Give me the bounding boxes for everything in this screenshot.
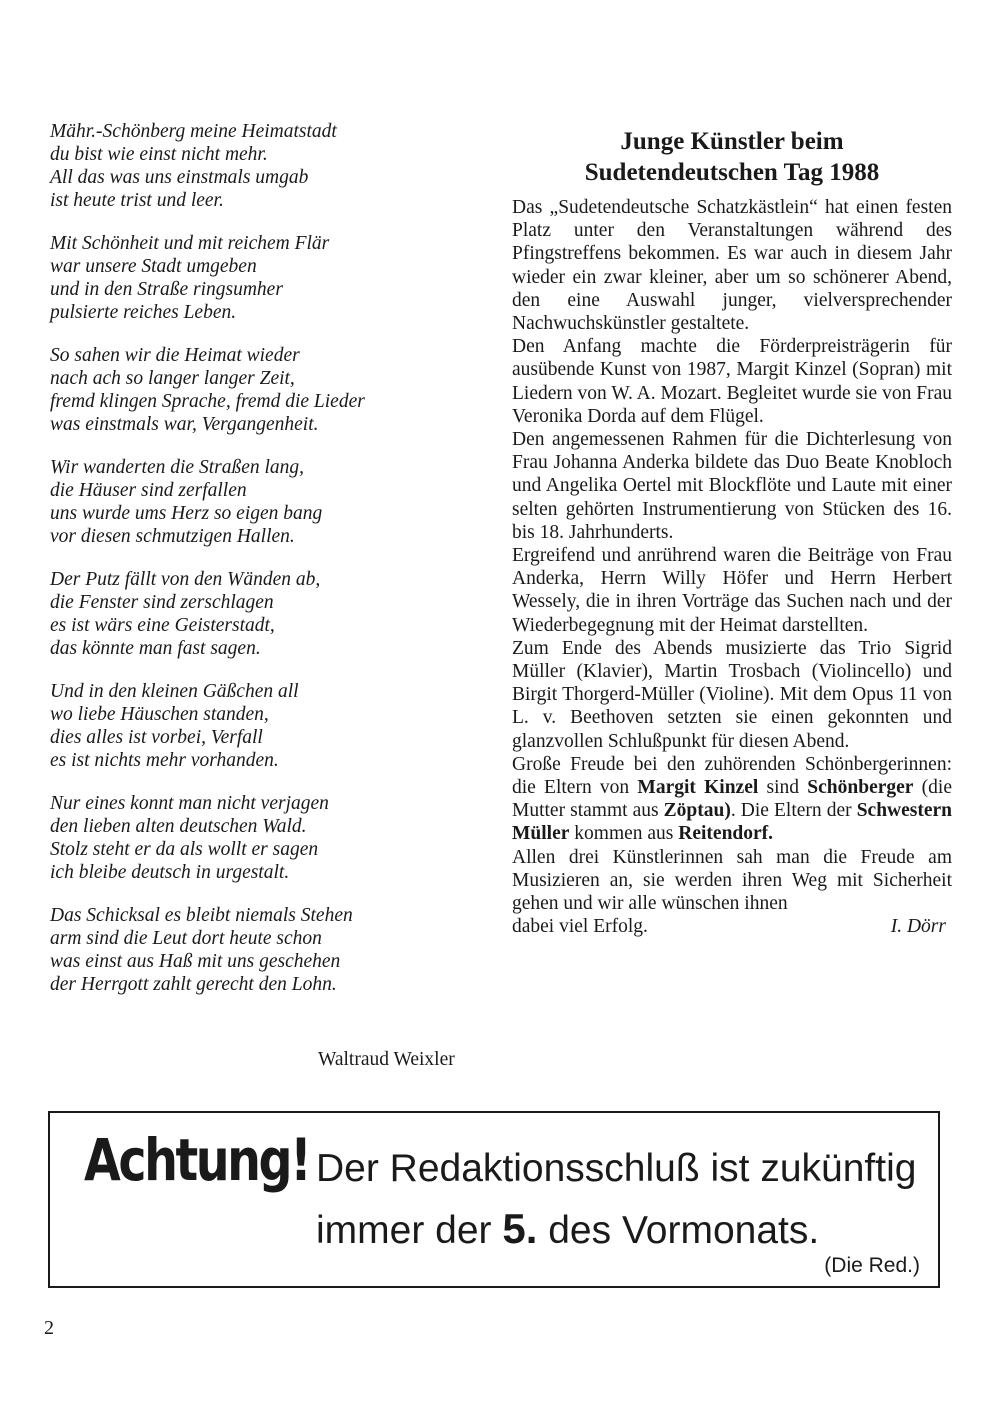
article-paragraph: Das „Sudetendeutsche Schatzkästlein“ hat einen festen Platz unter den Veranstaltungen während des Pfingstreffens bekommen. Es war auch in diesem Jahr wieder ein zwar kleiner, aber um so schönerer Abend, den eine Auswahl junger, vielversprechender Nachwuchskünstler gestaltete. <box>512 197 952 335</box>
poem-line: arm sind die Leut dort heute schon <box>50 928 322 949</box>
text-run: . Die Eltern der <box>730 800 857 822</box>
text-run: (die Mutter stammt aus <box>512 777 952 822</box>
bold-name: Zöptau) <box>663 800 731 822</box>
poem-stanza <box>50 568 480 660</box>
bold-name: Reitendorf. <box>678 823 774 845</box>
poem-line: ich bleibe deutsch in urgestalt. <box>50 862 290 883</box>
poem-stanza <box>50 904 480 996</box>
poem-line: Und in den kleinen Gäßchen all <box>50 681 299 702</box>
poem-line: die Fenster sind zerschlagen <box>50 592 274 613</box>
poem-stanza <box>50 232 480 324</box>
bold-name: Schwestern Müller <box>512 800 953 845</box>
poem-line: Nur eines konnt man nicht verjagen <box>50 793 329 814</box>
notice-line: Der Redaktionsschluß ist zukünftig <box>316 1147 917 1190</box>
closing-text: dabei viel Erfolg. <box>512 916 648 938</box>
poem-line: du bist wie einst nicht mehr. <box>50 144 268 165</box>
article-paragraph <box>512 753 952 846</box>
poem-line: Das Schicksal es bleibt niemals Stehen <box>50 905 353 926</box>
poem-line: was einstmals war, Vergangenheit. <box>50 414 319 435</box>
poem-line: fremd klingen Sprache, fremd die Lieder <box>50 391 365 412</box>
poem-line: nach ach so langer langer Zeit, <box>50 368 295 389</box>
poem-line: das könnte man fast sagen. <box>50 638 261 659</box>
deadline-day: 5. <box>502 1205 538 1252</box>
article-signature: I. Dörr <box>890 916 946 938</box>
text-run: des Vormonats. <box>537 1209 820 1252</box>
poem-line: Der Putz fällt von den Wänden ab, <box>50 569 321 590</box>
poem-stanza <box>50 344 480 436</box>
notice-credit: (Die Red.) <box>824 1254 920 1277</box>
poem-line: es ist wärs eine Geisterstadt, <box>50 615 275 636</box>
poem-stanza <box>50 680 480 772</box>
poem-line: uns wurde ums Herz so eigen bang <box>50 503 323 524</box>
poem-line: Mit Schönheit und mit reichem Flär <box>50 233 330 254</box>
article-title-line: Sudetendeutschen Tag 1988 <box>584 159 880 186</box>
poem-line: wo liebe Häuschen standen, <box>50 704 269 725</box>
poem <box>50 120 480 1016</box>
article-paragraph: Den angemessenen Rahmen für die Dichterlesung von Frau Johanna Anderka bildete das Duo Beate Knobloch und Angelika Oertel mit Blockflöte und Laute mit einer selten gehörten Instrumentierung von Stücken des 16. bis 18. Jahrhunderts. <box>512 429 952 543</box>
text-run: kommen aus <box>569 823 679 845</box>
poem-line: es ist nichts mehr vorhanden. <box>50 750 279 771</box>
text-run: sind <box>758 777 808 799</box>
text-run: immer der <box>316 1209 503 1252</box>
notice-heading: Achtung! <box>84 1126 310 1194</box>
poem-line: die Häuser sind zerfallen <box>50 480 247 501</box>
article-paragraph: Zum Ende des Abends musizierte das Trio Sigrid Müller (Klavier), Martin Trosbach (Violincello) und Birgit Thorgerd-Müller (Violine). Mit dem Opus 11 von L. v. Beethoven setzten sie einen gekonnten und glanzvollen Schlußpunkt für diesen Abend. <box>512 637 952 752</box>
poem-line: der Herrgott zahlt gerecht den Lohn. <box>50 974 337 995</box>
text-run: Große Freude bei den zuhörenden Schönbergerinnen: die Eltern von <box>512 753 952 799</box>
poem-line: was einst aus Haß mit uns geschehen <box>50 951 341 972</box>
poem-stanza <box>50 792 480 884</box>
poem-line: den lieben alten deutschen Wald. <box>50 816 307 837</box>
poem-author: Waltraud Weixler <box>318 1049 455 1070</box>
notice-line <box>316 1206 819 1254</box>
poem-stanza <box>50 120 480 212</box>
poem-stanza <box>50 456 480 548</box>
poem-line: So sahen wir die Heimat wieder <box>50 345 300 366</box>
article-paragraph: Ergreifend und anrührend waren die Beiträge von Frau Anderka, Herrn Willy Höfer und Herrn Herbert Wessely, die in ihren Vorträge das Suchen nach und der Wiederbegegnung mit der Heimat darstellten. <box>512 545 952 636</box>
poem-line: pulsierte reiches Leben. <box>50 302 237 323</box>
article-title-line: Junge Künstler beim <box>620 128 844 155</box>
closing-line <box>512 915 952 938</box>
poem-line: war unsere Stadt umgeben <box>50 256 257 277</box>
article-paragraph: Allen drei Künstlerinnen sah man die Freude am Musizieren an, sie werden ihren Weg mit Sicherheit gehen und wir alle wünschen ihnen <box>512 846 952 915</box>
notice-box <box>48 1111 940 1288</box>
poem-line: dies alles ist vorbei, Verfall <box>50 727 263 748</box>
poem-line: Wir wanderten die Straßen lang, <box>50 457 305 478</box>
article <box>512 126 952 939</box>
poem-line: Mähr.-Schönberg meine Heimatstadt <box>50 121 337 142</box>
poem-line: vor diesen schmutzigen Hallen. <box>50 526 295 547</box>
bold-name: Margit Kinzel <box>637 777 759 799</box>
article-paragraph: Den Anfang machte die Förderpreisträgerin für ausübende Kunst von 1987, Margit Kinzel (Sopran) mit Liedern von W. A. Mozart. Begleitet wurde sie von Frau Veronika Dorda auf dem Flügel. <box>512 336 952 427</box>
poem-line: All das was uns einstmals umgab <box>50 167 309 188</box>
poem-line: und in den Straße ringsumher <box>50 279 283 300</box>
poem-line: ist heute trist und leer. <box>50 190 224 211</box>
article-title <box>512 126 952 188</box>
bold-name: Schönberger <box>807 777 914 799</box>
page-number: 2 <box>44 1317 54 1339</box>
poem-line: Stolz steht er da als wollt er sagen <box>50 839 319 860</box>
